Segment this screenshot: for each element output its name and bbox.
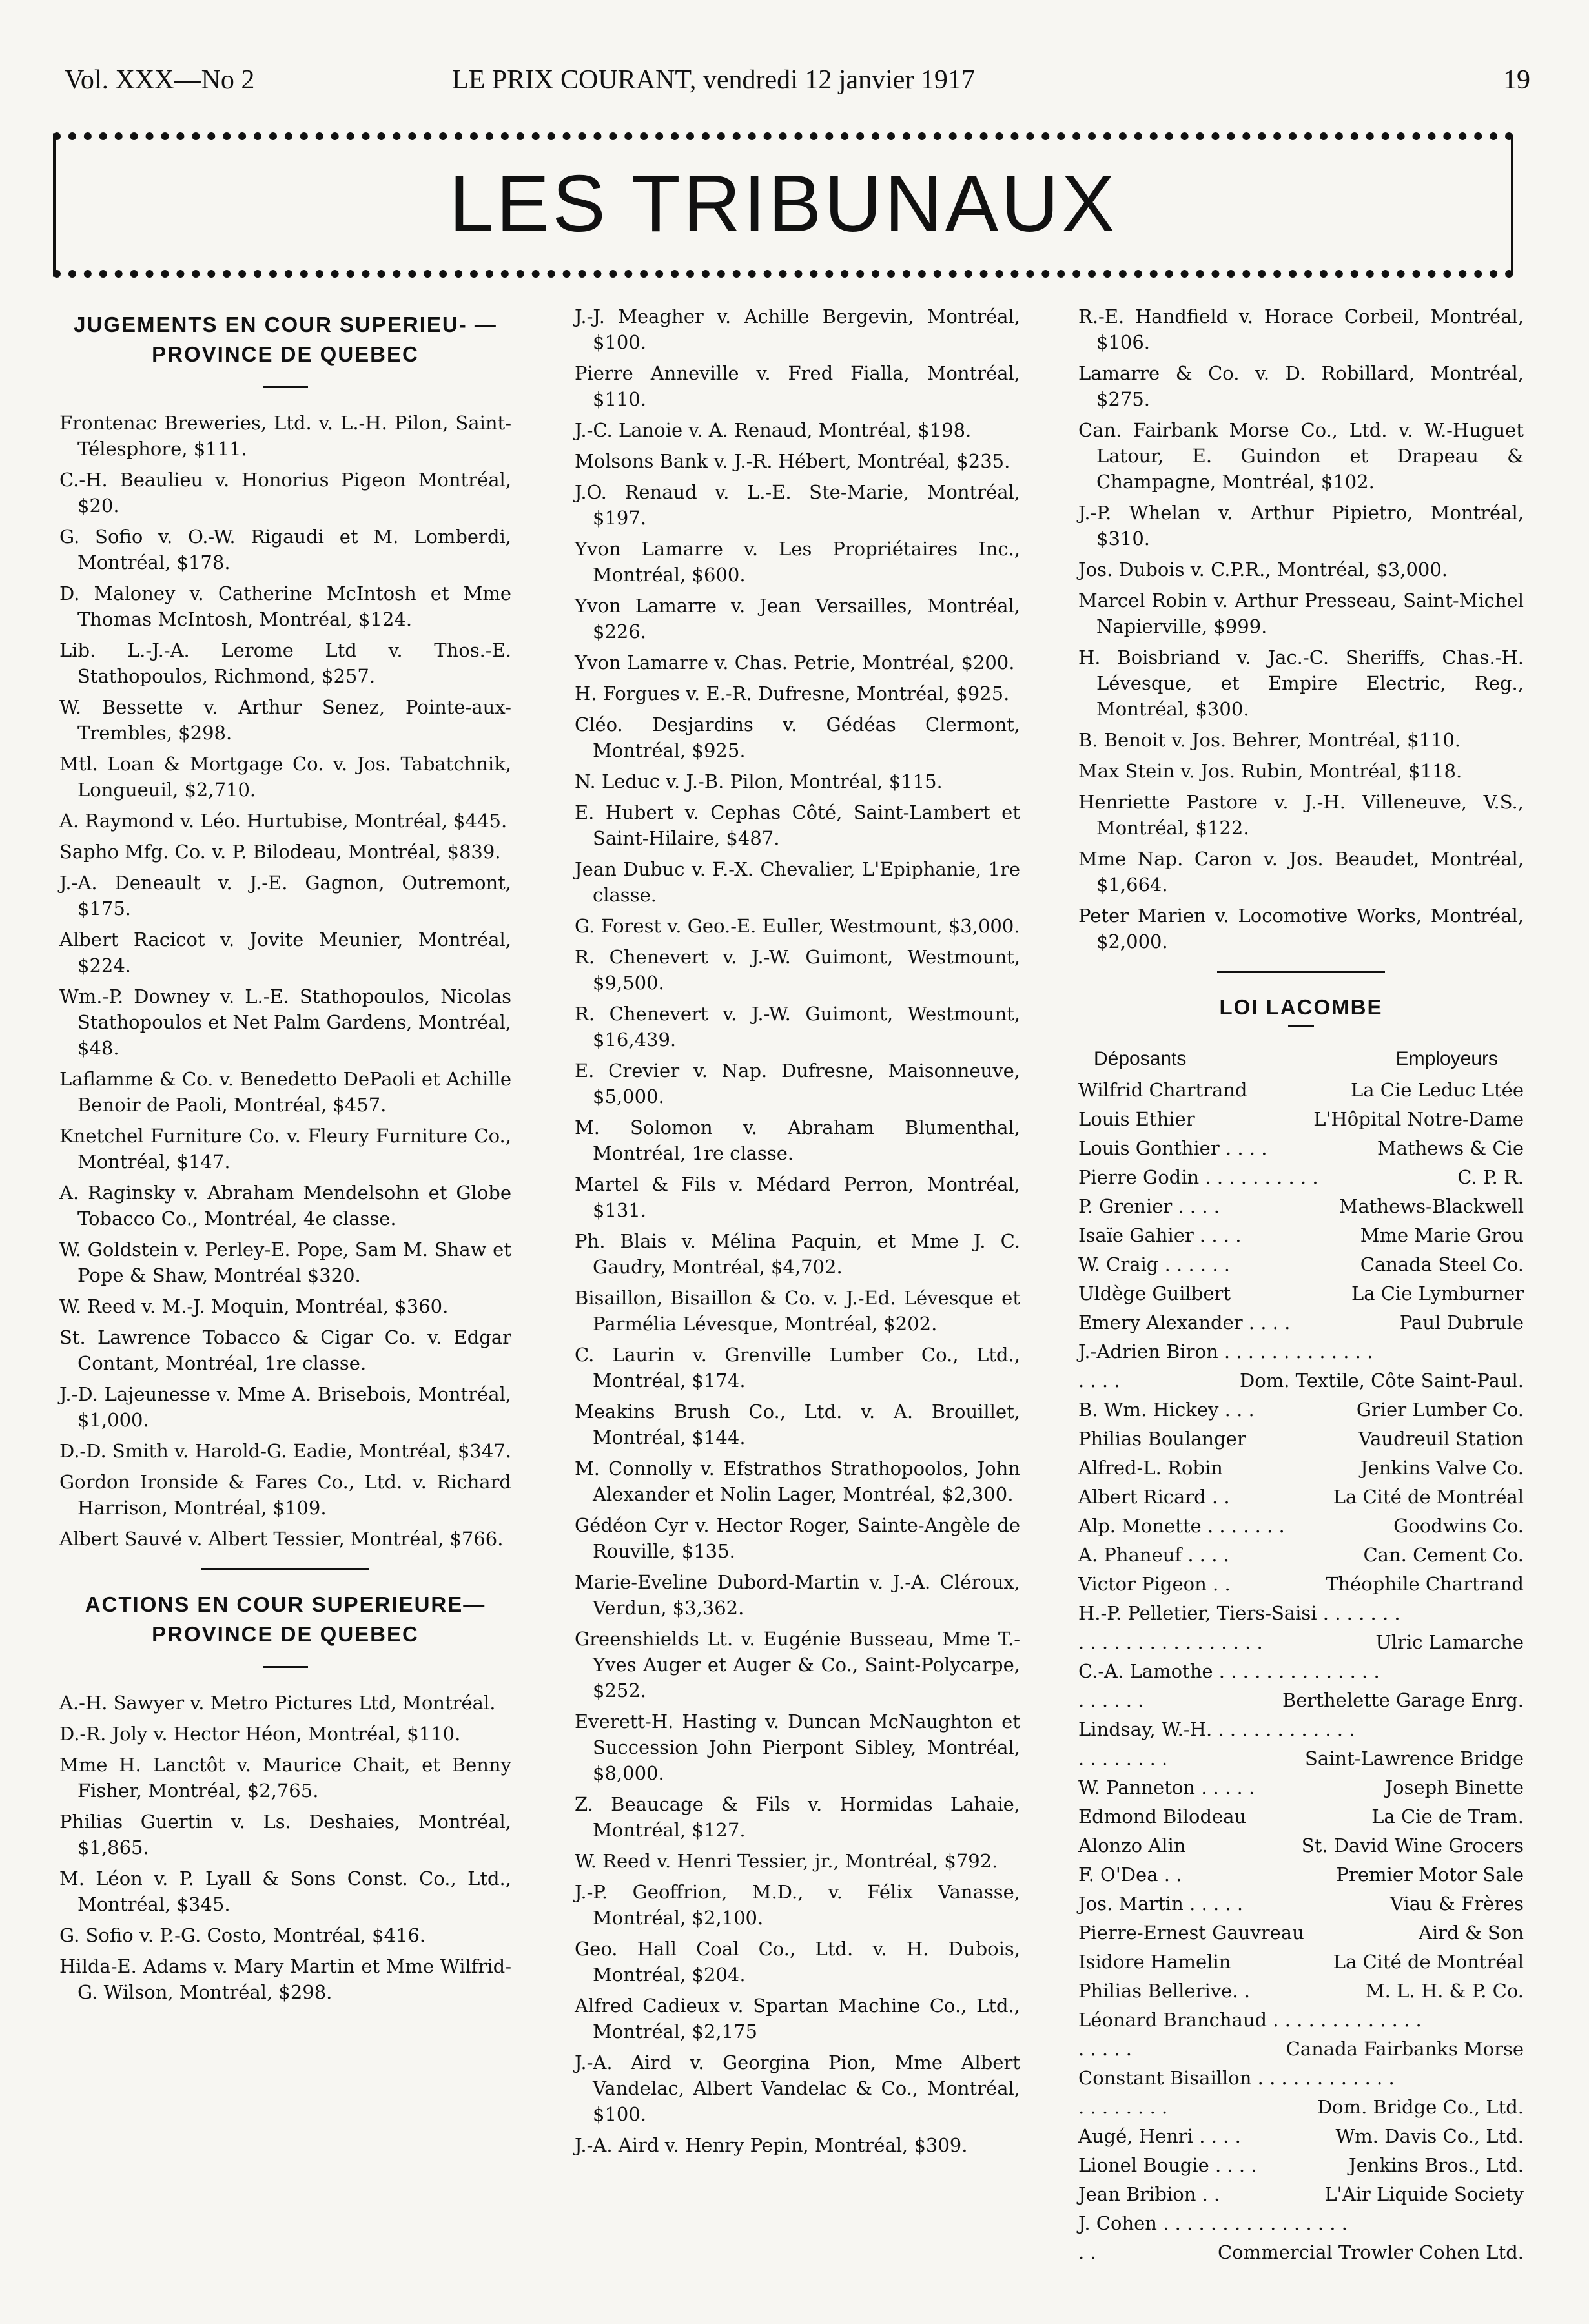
- employeur: Paul Dubrule: [1399, 1311, 1524, 1333]
- case-entry: A.-H. Sawyer v. Metro Pictures Ltd, Montréal.: [59, 1692, 496, 1714]
- case-entry: C. Laurin v. Grenville Lumber Co., Ltd., Montréal, $174.: [575, 1344, 1020, 1392]
- lacombe-row: [1078, 1192, 1524, 1221]
- lacombe-row: [1078, 1657, 1524, 1686]
- deposant: . . . . . . . . . . . . . . . .: [1078, 1631, 1263, 1653]
- divider: [1217, 971, 1385, 973]
- deposant: . . . . .: [1078, 2038, 1132, 2060]
- case-entry: R. Chenevert v. J.-W. Guimont, Westmount, $9,500.: [575, 946, 1020, 994]
- employeur: Viau & Frères: [1390, 1893, 1524, 1915]
- case-entry: A. Raymond v. Léo. Hurtubise, Montréal, $445.: [59, 810, 507, 832]
- lacombe-row: [1078, 1541, 1524, 1570]
- deposant: Albert Ricard . .: [1078, 1486, 1230, 1508]
- employeur: Commercial Trowler Cohen Ltd.: [1217, 2241, 1524, 2263]
- deposant: F. O'Dea . .: [1078, 1864, 1182, 1886]
- case-entry: Geo. Hall Coal Co., Ltd. v. H. Dubois, Montréal, $204.: [575, 1938, 1020, 1986]
- case-entry: Alfred Cadieux v. Spartan Machine Co., Ltd., Montréal, $2,175: [575, 1995, 1020, 2042]
- case-entry: W. Bessette v. Arthur Senez, Pointe-aux-Trembles, $298.: [59, 696, 511, 744]
- lacombe-list: [1078, 1076, 1524, 2267]
- employeur: M. L. H. & P. Co.: [1365, 1980, 1524, 2002]
- deposant: Lindsay, W.-H. . . . . . . . . . . . .: [1078, 1718, 1355, 1740]
- case-entry: Lamarre & Co. v. D. Robillard, Montréal, $275.: [1078, 362, 1524, 410]
- deposant: . . . . . . . .: [1078, 2096, 1168, 2118]
- case-entry: Yvon Lamarre v. Chas. Petrie, Montréal, $200.: [575, 652, 1015, 674]
- employeur: Dom. Bridge Co., Ltd.: [1317, 2096, 1524, 2118]
- deposant: Emery Alexander . . . .: [1078, 1311, 1291, 1333]
- lacombe-row: [1078, 1948, 1524, 1977]
- lacombe-row: [1078, 2238, 1524, 2267]
- employeur: La Cie de Tram.: [1371, 1805, 1524, 1827]
- divider: [201, 1568, 369, 1570]
- case-entry: Henriette Pastore v. J.-H. Villeneuve, V.S., Montréal, $122.: [1078, 791, 1524, 839]
- case-entry: J.-A. Deneault v. J.-E. Gagnon, Outremont, $175.: [59, 872, 511, 920]
- lacombe-row: [1078, 1599, 1524, 1628]
- case-entry: Knetchel Furniture Co. v. Fleury Furniture Co., Montréal, $147.: [59, 1125, 511, 1173]
- deposant: J. Cohen . . . . . . . . . . . . . . . .: [1078, 2212, 1348, 2234]
- divider: [1288, 1025, 1314, 1027]
- employeur: Joseph Binette: [1385, 1776, 1524, 1798]
- deposant: . . . . . . . .: [1078, 1747, 1168, 1769]
- case-entry: E. Crevier v. Nap. Dufresne, Maisonneuve, $5,000.: [575, 1060, 1020, 1107]
- case-entry: J.-P. Geoffrion, M.D., v. Félix Vanasse, Montréal, $2,100.: [575, 1881, 1020, 1929]
- lacombe-row: [1078, 2093, 1524, 2122]
- section-banner: [53, 132, 1513, 278]
- column-3: [1078, 303, 1524, 2267]
- case-entry: Mme Nap. Caron v. Jos. Beaudet, Montréal, $1,664.: [1078, 848, 1524, 896]
- jugements-list: [59, 410, 511, 1552]
- case-entry: J.-D. Lajeunesse v. Mme A. Brisebois, Montréal, $1,000.: [59, 1383, 511, 1431]
- lacombe-row: [1078, 2151, 1524, 2180]
- lacombe-row: [1078, 1715, 1524, 1744]
- page-number: 19: [1503, 65, 1530, 95]
- banner-title: LES TRIBUNAUX: [449, 159, 1118, 249]
- employeur: L'Air Liquide Society: [1324, 2183, 1524, 2205]
- deposant: C.-A. Lamothe . . . . . . . . . . . . . .: [1078, 1660, 1380, 1682]
- employeur: L'Hôpital Notre-Dame: [1313, 1108, 1524, 1130]
- actions-heading: ACTIONS EN COUR SUPERIEURE— PROVINCE DE QUEBEC: [85, 1592, 486, 1646]
- case-entry: Albert Sauvé v. Albert Tessier, Montréal, $766.: [59, 1528, 504, 1550]
- lacombe-row: [1078, 2064, 1524, 2093]
- cases-list: [1078, 303, 1524, 954]
- lacombe-column-heads: [1078, 1046, 1524, 1072]
- divider: [263, 386, 308, 388]
- deposant: A. Phaneuf . . . .: [1078, 1544, 1229, 1566]
- case-entry: Albert Racicot v. Jovite Meunier, Montréal, $224.: [59, 929, 511, 976]
- lacombe-row: [1078, 1686, 1524, 1715]
- employeur: Berthelette Garage Enrg.: [1282, 1689, 1524, 1711]
- deposant: W. Panneton . . . . .: [1078, 1776, 1255, 1798]
- case-entry: R. Chenevert v. J.-W. Guimont, Westmount, $16,439.: [575, 1003, 1020, 1051]
- jugements-heading: JUGEMENTS EN COUR SUPERIEU- —PROVINCE DE QUEBEC: [74, 313, 497, 366]
- lacombe-row: [1078, 1860, 1524, 1889]
- case-entry: E. Hubert v. Cephas Côté, Saint-Lambert et Saint-Hilaire, $487.: [575, 801, 1020, 849]
- case-entry: Marie-Eveline Dubord-Martin v. J.-A. Cléroux, Verdun, $3,362.: [575, 1571, 1020, 1619]
- deposant: . . . . . .: [1078, 1689, 1144, 1711]
- employeur: La Cie Leduc Ltée: [1351, 1079, 1524, 1101]
- case-entry: St. Lawrence Tobacco & Cigar Co. v. Edgar Contant, Montréal, 1re classe.: [59, 1326, 511, 1374]
- column-2: [575, 303, 1020, 2163]
- lacombe-heading: LOI LACOMBE: [1219, 995, 1383, 1019]
- case-entry: Jos. Dubois v. C.P.R., Montréal, $3,000.: [1078, 559, 1448, 581]
- employeur: Wm. Davis Co., Ltd.: [1335, 2125, 1524, 2147]
- case-entry: W. Goldstein v. Perley-E. Pope, Sam M. Shaw et Pope & Shaw, Montréal $320.: [59, 1239, 511, 1286]
- employeur: Mathews-Blackwell: [1338, 1195, 1524, 1217]
- case-entry: D.-D. Smith v. Harold-G. Eadie, Montréal, $347.: [59, 1440, 511, 1462]
- case-entry: G. Sofio v. O.-W. Rigaudi et M. Lomberdi, Montréal, $178.: [59, 526, 511, 573]
- deposant: Alfred-L. Robin: [1078, 1457, 1223, 1479]
- deposant: Augé, Henri . . . .: [1078, 2125, 1241, 2147]
- lacombe-row: [1078, 1308, 1524, 1337]
- employeur: Grier Lumber Co.: [1356, 1399, 1524, 1421]
- column-1: [59, 303, 511, 2010]
- case-entry: Sapho Mfg. Co. v. P. Bilodeau, Montréal, $839.: [59, 841, 501, 863]
- case-entry: Can. Fairbank Morse Co., Ltd. v. W.-Huguet Latour, E. Guindon et Drapeau & Champagne, Montréal, $102.: [1078, 419, 1524, 493]
- page-header: [65, 65, 1530, 110]
- cases-list: [575, 303, 1020, 2158]
- employeur: St. David Wine Grocers: [1301, 1835, 1524, 1856]
- deposant: Uldège Guilbert: [1078, 1282, 1231, 1304]
- case-entry: J.-C. Lanoie v. A. Renaud, Montréal, $198.: [575, 419, 972, 441]
- deposant: Isidore Hamelin: [1078, 1951, 1231, 1973]
- employeur: Mathews & Cie: [1377, 1137, 1524, 1159]
- employeur: Canada Fairbanks Morse: [1286, 2038, 1524, 2060]
- case-entry: R.-E. Handfield v. Horace Corbeil, Montréal, $106.: [1078, 305, 1524, 353]
- case-entry: Hilda-E. Adams v. Mary Martin et Mme Wilfrid-G. Wilson, Montréal, $298.: [59, 1955, 511, 2003]
- case-entry: M. Connolly v. Efstrathos Strathopoolos, John Alexander et Nolin Lager, Montréal, $2,300.: [575, 1457, 1020, 1505]
- case-entry: Mtl. Loan & Mortgage Co. v. Jos. Tabatchnik, Longueuil, $2,710.: [59, 753, 511, 801]
- deposant: Alonzo Alin: [1078, 1835, 1186, 1856]
- deposants-label: Déposants: [1094, 1048, 1187, 1069]
- case-entry: J.O. Renaud v. L.-E. Ste-Marie, Montréal, $197.: [575, 481, 1020, 529]
- case-entry: Lib. L.-J.-A. Lerome Ltd v. Thos.-E. Stathopoulos, Richmond, $257.: [59, 639, 511, 687]
- case-entry: Gédéon Cyr v. Hector Roger, Sainte-Angèle de Rouville, $135.: [575, 1514, 1020, 1562]
- deposant: Jos. Martin . . . . .: [1078, 1893, 1244, 1915]
- lacombe-row: [1078, 1105, 1524, 1134]
- employeur: C. P. R.: [1457, 1166, 1524, 1188]
- deposant: Philias Bellerive. .: [1078, 1980, 1250, 2002]
- lacombe-row: [1078, 1134, 1524, 1163]
- employeur: Can. Cement Co.: [1363, 1544, 1524, 1566]
- deposant: Pierre Godin . . . . . . . . . .: [1078, 1166, 1318, 1188]
- deposant: Wilfrid Chartrand: [1078, 1079, 1247, 1101]
- deposant: Isaïe Gahier . . . .: [1078, 1224, 1242, 1246]
- lacombe-row: [1078, 2006, 1524, 2035]
- case-entry: Wm.-P. Downey v. L.-E. Stathopoulos, Nicolas Stathopoulos et Net Palm Gardens, Montréal, $48.: [59, 985, 511, 1059]
- case-entry: Meakins Brush Co., Ltd. v. A. Brouillet, Montréal, $144.: [575, 1401, 1020, 1448]
- lacombe-row: [1078, 1221, 1524, 1250]
- lacombe-row: [1078, 1424, 1524, 1454]
- deposant: Alp. Monette . . . . . . .: [1078, 1515, 1285, 1537]
- employeur: Jenkins Valve Co.: [1360, 1457, 1524, 1479]
- case-entry: H. Boisbriand v. Jac.-C. Sheriffs, Chas.-H. Lévesque, et Empire Electric, Reg., Montréal, $300.: [1078, 646, 1524, 720]
- case-entry: B. Benoit v. Jos. Behrer, Montréal, $110.: [1078, 729, 1461, 751]
- case-entry: Molsons Bank v. J.-R. Hébert, Montréal, $235.: [575, 450, 1010, 472]
- case-entry: M. Léon v. P. Lyall & Sons Const. Co., Ltd., Montréal, $345.: [59, 1867, 511, 1915]
- case-entry: Yvon Lamarre v. Les Propriétaires Inc., Montréal, $600.: [575, 538, 1020, 586]
- lacombe-row: [1078, 1250, 1524, 1279]
- case-entry: Philias Guertin v. Ls. Deshaies, Montréal, $1,865.: [59, 1811, 511, 1858]
- case-entry: Everett-H. Hasting v. Duncan McNaughton et Succession John Pierpont Sibley, Montréal, $8,000.: [575, 1711, 1020, 1784]
- employeur: Théophile Chartrand: [1326, 1573, 1524, 1595]
- employeur: Goodwins Co.: [1393, 1515, 1524, 1537]
- case-entry: Pierre Anneville v. Fred Fialla, Montréal, $110.: [575, 362, 1020, 410]
- case-entry: N. Leduc v. J.-B. Pilon, Montréal, $115.: [575, 770, 943, 792]
- employeur: Premier Motor Sale: [1336, 1864, 1524, 1886]
- case-entry: Jean Dubuc v. F.-X. Chevalier, L'Epiphanie, 1re classe.: [575, 858, 1020, 906]
- case-entry: H. Forgues v. E.-R. Dufresne, Montréal, $925.: [575, 683, 1010, 704]
- lacombe-row: [1078, 1802, 1524, 1831]
- lacombe-row: [1078, 1570, 1524, 1599]
- case-entry: Mme H. Lanctôt v. Maurice Chait, et Benny Fisher, Montréal, $2,765.: [59, 1754, 511, 1802]
- employeur: Aird & Son: [1419, 1922, 1524, 1944]
- case-entry: G. Forest v. Geo.-E. Euller, Westmount, $3,000.: [575, 915, 1020, 937]
- case-entry: Yvon Lamarre v. Jean Versailles, Montréal, $226.: [575, 595, 1020, 643]
- lacombe-row: [1078, 2122, 1524, 2151]
- case-entry: Gordon Ironside & Fares Co., Ltd. v. Richard Harrison, Montréal, $109.: [59, 1471, 511, 1519]
- case-entry: Peter Marien v. Locomotive Works, Montréal, $2,000.: [1078, 905, 1524, 952]
- lacombe-row: [1078, 1337, 1524, 1366]
- deposant: Lionel Bougie . . . .: [1078, 2154, 1257, 2176]
- divider: [263, 1666, 308, 1668]
- case-entry: J.-A. Aird v. Henry Pepin, Montréal, $309.: [575, 2134, 968, 2156]
- lacombe-row: [1078, 1744, 1524, 1773]
- case-entry: M. Solomon v. Abraham Blumenthal, Montréal, 1re classe.: [575, 1116, 1020, 1164]
- case-entry: W. Reed v. M.-J. Moquin, Montréal, $360.: [59, 1295, 449, 1317]
- lacombe-row: [1078, 1628, 1524, 1657]
- deposant: B. Wm. Hickey . . .: [1078, 1399, 1255, 1421]
- lacombe-row: [1078, 1773, 1524, 1802]
- case-entry: Laflamme & Co. v. Benedetto DePaoli et Achille Benoir de Paoli, Montréal, $457.: [59, 1068, 511, 1116]
- employeurs-label: Employeurs: [1395, 1048, 1498, 1069]
- employeur: Vaudreuil Station: [1358, 1428, 1524, 1450]
- case-entry: D. Maloney v. Catherine McIntosh et Mme Thomas McIntosh, Montréal, $124.: [59, 582, 511, 630]
- employeur: Jenkins Bros., Ltd.: [1349, 2154, 1524, 2176]
- deposant: Louis Gonthier . . . .: [1078, 1137, 1267, 1159]
- deposant: Philias Boulanger: [1078, 1428, 1246, 1450]
- lacombe-row: [1078, 1977, 1524, 2006]
- case-entry: Marcel Robin v. Arthur Presseau, Saint-Michel Napierville, $999.: [1078, 590, 1524, 637]
- case-entry: A. Raginsky v. Abraham Mendelsohn et Globe Tobacco Co., Montréal, 4e classe.: [59, 1182, 511, 1229]
- deposant: Edmond Bilodeau: [1078, 1805, 1247, 1827]
- employeur: Ulric Lamarche: [1375, 1631, 1524, 1653]
- employeur: Saint-Lawrence Bridge: [1305, 1747, 1524, 1769]
- lacombe-row: [1078, 1889, 1524, 1918]
- lacombe-row: [1078, 1831, 1524, 1860]
- volume-number: Vol. XXX—No 2: [65, 65, 255, 95]
- lacombe-row: [1078, 2035, 1524, 2064]
- lacombe-row: [1078, 1279, 1524, 1308]
- deposant: Victor Pigeon . .: [1078, 1573, 1231, 1595]
- case-entry: G. Sofio v. P.-G. Costo, Montréal, $416.: [59, 1924, 426, 1946]
- case-entry: Bisaillon, Bisaillon & Co. v. J.-Ed. Lévesque et Parmélia Lévesque, Montréal, $202.: [575, 1287, 1020, 1335]
- deposant: P. Grenier . . . .: [1078, 1195, 1220, 1217]
- employeur: Dom. Textile, Côte Saint-Paul.: [1240, 1370, 1524, 1392]
- employeur: La Cie Lymburner: [1351, 1282, 1524, 1304]
- employeur: La Cité de Montréal: [1333, 1486, 1524, 1508]
- case-entry: J.-J. Meagher v. Achille Bergevin, Montréal, $100.: [575, 305, 1020, 353]
- case-entry: J.-A. Aird v. Georgina Pion, Mme Albert Vandelac, Albert Vandelac & Co., Montréal, $100.: [575, 2051, 1020, 2125]
- lacombe-row: [1078, 1163, 1524, 1192]
- deposant: H.-P. Pelletier, Tiers-Saisi . . . . . . .: [1078, 1602, 1400, 1624]
- deposant: Louis Ethier: [1078, 1108, 1195, 1130]
- lacombe-row: [1078, 1454, 1524, 1483]
- lacombe-row: [1078, 1918, 1524, 1948]
- actions-list: [59, 1690, 511, 2005]
- lacombe-row: [1078, 1512, 1524, 1541]
- deposant: Pierre-Ernest Gauvreau: [1078, 1922, 1304, 1944]
- case-entry: Martel & Fils v. Médard Perron, Montréal, $131.: [575, 1173, 1020, 1221]
- employeur: Mme Marie Grou: [1360, 1224, 1524, 1246]
- employeur: La Cité de Montréal: [1333, 1951, 1524, 1973]
- deposant: Jean Bribion . .: [1078, 2183, 1220, 2205]
- case-entry: Ph. Blais v. Mélina Paquin, et Mme J. C. Gaudry, Montréal, $4,702.: [575, 1230, 1020, 1278]
- deposant: J.-Adrien Biron . . . . . . . . . . . . .: [1078, 1341, 1373, 1363]
- case-entry: Cléo. Desjardins v. Gédéas Clermont, Montréal, $925.: [575, 714, 1020, 761]
- case-entry: C.-H. Beaulieu v. Honorius Pigeon Montréal, $20.: [59, 469, 511, 517]
- lacombe-row: [1078, 2209, 1524, 2238]
- case-entry: Max Stein v. Jos. Rubin, Montréal, $118.: [1078, 760, 1462, 782]
- publication-line: LE PRIX COURANT, vendredi 12 janvier 1917: [452, 65, 975, 95]
- case-entry: Greenshields Lt. v. Eugénie Busseau, Mme T.-Yves Auger et Auger & Co., Saint-Polycarpe, $252.: [575, 1628, 1020, 1702]
- deposant: . . . .: [1078, 1370, 1120, 1392]
- lacombe-row: [1078, 1366, 1524, 1395]
- lacombe-row: [1078, 1395, 1524, 1424]
- case-entry: Frontenac Breweries, Ltd. v. L.-H. Pilon, Saint-Télesphore, $111.: [59, 412, 511, 460]
- lacombe-row: [1078, 1076, 1524, 1105]
- lacombe-row: [1078, 2180, 1524, 2209]
- deposant: W. Craig . . . . . .: [1078, 1253, 1230, 1275]
- employeur: Canada Steel Co.: [1360, 1253, 1524, 1275]
- lacombe-row: [1078, 1483, 1524, 1512]
- case-entry: Z. Beaucage & Fils v. Hormidas Lahaie, Montréal, $127.: [575, 1793, 1020, 1841]
- deposant: Léonard Branchaud . . . . . . . . . . . . .: [1078, 2009, 1422, 2031]
- case-entry: D.-R. Joly v. Hector Héon, Montréal, $110.: [59, 1723, 461, 1745]
- case-entry: W. Reed v. Henri Tessier, jr., Montréal, $792.: [575, 1850, 998, 1872]
- case-entry: J.-P. Whelan v. Arthur Pipietro, Montréal, $310.: [1078, 502, 1524, 550]
- deposant: . .: [1078, 2241, 1096, 2263]
- deposant: Constant Bisaillon . . . . . . . . . . . .: [1078, 2067, 1395, 2089]
